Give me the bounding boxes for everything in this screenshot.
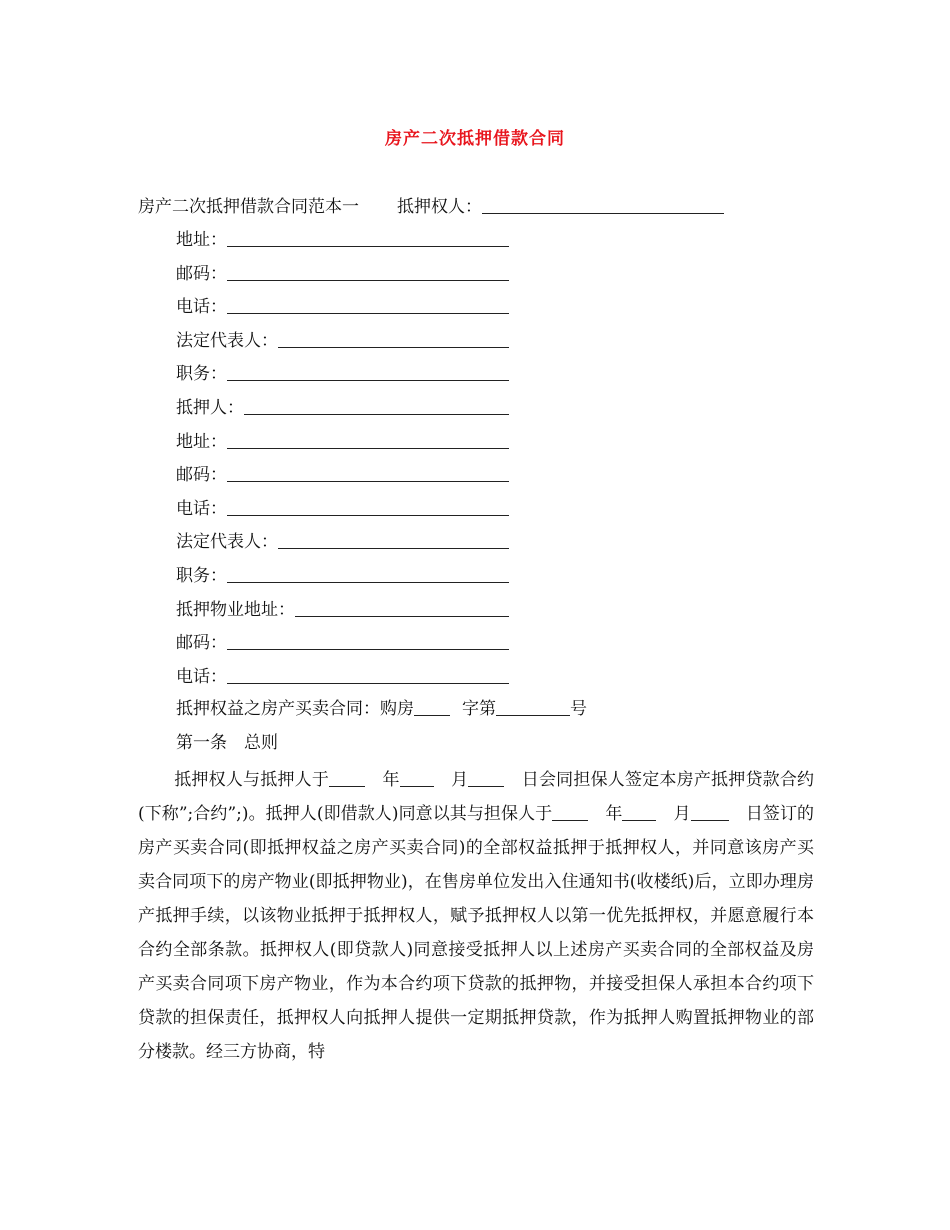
field-blank — [227, 363, 509, 381]
field-row — [176, 330, 509, 352]
mortgagee-label: 抵押权人： — [397, 197, 482, 217]
para-text: 抵押权人与抵押人于 — [174, 770, 330, 790]
field-label: 邮码： — [176, 465, 227, 485]
field-label: 电话： — [176, 499, 227, 519]
day-blank — [468, 769, 504, 787]
field-label: 电话： — [176, 297, 227, 317]
field-row — [176, 431, 509, 453]
field-blank — [227, 632, 509, 650]
field-blank — [227, 464, 509, 482]
template-label: 房产二次抵押借款合同范本一 — [138, 197, 359, 217]
para-text: 日会同担保人签定本房产抵押贷款合约(下称”;合约”;)。抵押人(即借款人)同意以其与担保人于 — [138, 770, 815, 824]
field-blank — [227, 229, 509, 247]
field-row — [176, 296, 509, 318]
field-label: 邮码： — [176, 633, 227, 653]
field-row — [176, 632, 509, 654]
para-text: 年 — [382, 770, 400, 790]
article-paragraph — [138, 763, 814, 1069]
field-label: 职务： — [176, 364, 227, 384]
field-blank — [244, 397, 509, 415]
field-label: 电话： — [176, 667, 227, 687]
field-row — [176, 498, 509, 520]
field-label: 地址： — [176, 230, 227, 250]
article-heading: 第一条 总则 — [176, 733, 278, 753]
contract-reference-label: 抵押权益之房产买卖合同：购房 — [176, 699, 414, 719]
field-blank — [278, 330, 509, 348]
field-label: 抵押人： — [176, 398, 244, 418]
month-blank — [400, 769, 434, 787]
field-label: 邮码： — [176, 264, 227, 284]
field-blank — [227, 431, 509, 449]
para-text: 月 — [673, 804, 691, 824]
para-text: 年 — [605, 804, 623, 824]
field-blank — [227, 296, 509, 314]
field-label: 地址： — [176, 432, 227, 452]
field-blank — [295, 599, 509, 617]
contract-blank-1 — [414, 698, 450, 716]
field-row — [176, 363, 509, 385]
field-row — [176, 565, 509, 587]
field-blank — [227, 498, 509, 516]
contract-blank-2 — [496, 698, 570, 716]
field-blank — [227, 263, 509, 281]
field-label: 抵押物业地址： — [176, 600, 295, 620]
field-row — [176, 397, 509, 419]
field-row — [176, 666, 509, 688]
year-blank — [552, 803, 588, 821]
field-row — [176, 263, 509, 285]
month-blank — [622, 803, 656, 821]
mortgagee-blank — [482, 196, 724, 214]
contract-number-suffix: 号 — [570, 699, 587, 719]
field-row — [176, 229, 509, 251]
field-blank — [227, 565, 509, 583]
document-title: 房产二次抵押借款合同 — [385, 129, 565, 149]
field-label: 职务： — [176, 566, 227, 586]
para-text: 月 — [451, 770, 469, 790]
para-text: 日签订的房产买卖合同(即抵押权益之房产买卖合同)的全部权益抵押于抵押权人，并同意该房产买卖合同项下的房产物业(即抵押物业)，在售房单位发出入住通知书(收楼纸)后，立即办理房产抵押手续，以该物业抵押于抵押权人，赋予抵押权人以第一优先抵押权，并愿意履行本合约全部条款。抵押权人(即贷款人)同意接受抵押人以上述房产买卖合同的全部权益及房产买卖合同项下房产物业，作为本合约项下贷款的抵押物，并接受担保人承担本合约项下贷款的担保责任，抵押权人向抵押人提供一定期抵押贷款，作为抵押人购置抵押物业的部分楼款。经三方协商，特 — [138, 804, 815, 1062]
contract-number-label: 字第 — [462, 699, 496, 719]
field-row — [176, 599, 509, 621]
field-blank — [227, 666, 509, 684]
contract-reference-line — [176, 698, 587, 720]
field-label: 法定代表人： — [176, 532, 278, 552]
field-blank — [278, 531, 509, 549]
field-label: 法定代表人： — [176, 331, 278, 351]
year-blank — [329, 769, 365, 787]
field-row — [176, 531, 509, 553]
header-line — [138, 196, 724, 218]
field-row — [176, 464, 509, 486]
day-blank — [691, 803, 729, 821]
